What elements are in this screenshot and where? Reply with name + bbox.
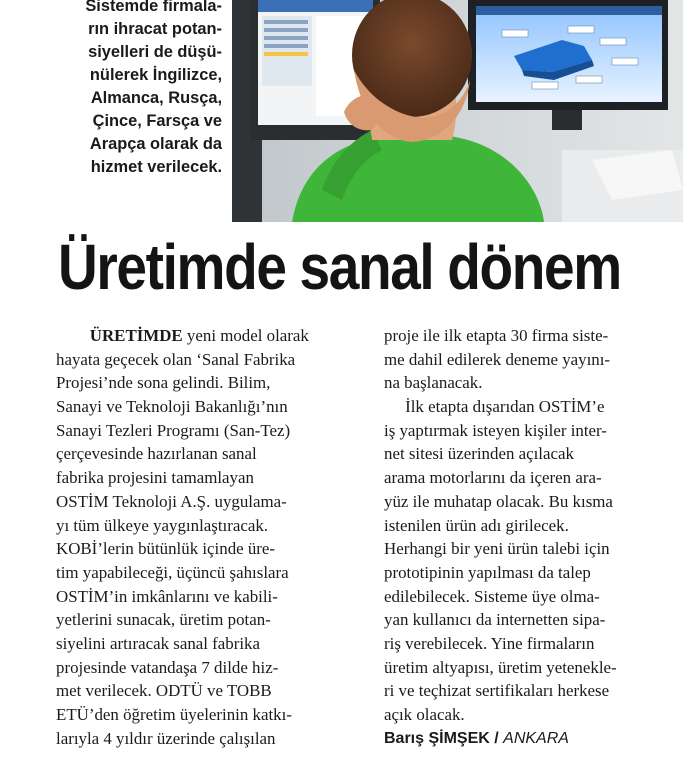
article-line: edilebilecek. Sisteme üye olma- (384, 586, 600, 606)
byline-author: Barış ŞİMŞEK (384, 729, 490, 747)
byline (384, 727, 683, 751)
article-line: arama motorlarını da içeren ara- (384, 468, 602, 488)
caption-line: Sistemde firmala- (85, 0, 222, 15)
article-line: Projesi’nde sona gelindi. Bilim, (56, 373, 271, 393)
caption-line: siyelleri de düşü- (88, 43, 222, 61)
caption-line: nülerek İngilizce, (89, 66, 222, 84)
article-column-left (56, 324, 374, 750)
article-column-right (384, 324, 683, 750)
article-line: yetlerini sunacak, üretim potan- (56, 610, 271, 630)
article-line: OSTİM Teknoloji A.Ş. uygulama- (56, 491, 287, 511)
article-line: Herhangi bir yeni ürün talebi için (384, 539, 610, 559)
article-line: ETÜ’den öğretim üyelerinin katkı- (56, 705, 292, 724)
caption-line: Çince, Farsça ve (92, 112, 222, 130)
article-line: Sanayi Tezleri Programı (San-Tez) (56, 420, 291, 440)
article-line: KOBİ’lerin bütünlük içinde üre- (56, 539, 276, 559)
article-line: OSTİM’in imkânlarını ve kabili- (56, 586, 278, 606)
article-line-text: yeni model olarak (182, 326, 309, 345)
article-line: projesinde vatandaşa 7 dilde hiz- (56, 657, 279, 677)
photo-caption (0, 0, 222, 222)
article-line: fabrika projesini tamamlayan (56, 468, 254, 488)
byline-city: ANKARA (503, 729, 569, 747)
article-line: hayata geçecek olan ‘Sanal Fabrika (56, 349, 296, 369)
article-line: tim yapabileceği, üçüncü şahıslara (56, 562, 289, 582)
headline: Üretimde sanal dönem (58, 231, 621, 303)
article-line: na başlanacak. (384, 373, 483, 393)
article-line: yüz ile muhatap olacak. Bu kısma (384, 491, 613, 511)
article-line: açık olacak. (384, 705, 465, 724)
caption-line: hizmet verilecek. (90, 158, 222, 176)
article-line: prototipinin yapılması da talep (384, 562, 591, 582)
article-line: larıyla 4 yıldır üzerinde çalışılan (56, 728, 276, 748)
article-line: net sitesi üzerinden açılacak (384, 444, 574, 464)
article-line: yan kullanıcı da internetten sipa- (384, 610, 606, 630)
article-line: üretim altyapısı, üretim yetenekle- (384, 657, 617, 677)
caption-line: Almanca, Rusça, (90, 89, 222, 107)
lead-word: ÜRETİMDE (89, 326, 183, 345)
article-line: me dahil edilerek deneme yayını- (384, 349, 611, 369)
byline-separator: / (489, 729, 504, 747)
article-line (56, 324, 374, 348)
article-line: riş verebilecek. Yine firmaların (384, 633, 595, 653)
article-photo (232, 0, 683, 222)
man-at-computer-illustration (232, 0, 683, 222)
caption-line: Arapça olarak da (89, 135, 222, 153)
article-line: iş yaptırmak isteyen kişiler inter- (384, 420, 607, 440)
caption-line: rın ihracat potan- (88, 20, 222, 38)
article-line: proje ile ilk etapta 30 firma siste- (384, 326, 609, 345)
article-line: met verilecek. ODTÜ ve TOBB (56, 681, 272, 701)
article-line: çerçevesinde hazırlanan sanal (56, 444, 257, 464)
article-line: ri ve teçhizat sertifikaları herkese (384, 681, 610, 701)
article-line: siyelini artıracak sanal fabrika (56, 633, 260, 653)
article-line: Sanayi ve Teknoloji Bakanlığı’nın (56, 397, 288, 417)
article-line: istenilen ürün adı girilecek. (384, 515, 569, 535)
article-line: İlk etapta dışarıdan OSTİM’e (384, 397, 605, 417)
article-line: yı tüm ülkeye yaygınlaştıracak. (56, 515, 269, 535)
